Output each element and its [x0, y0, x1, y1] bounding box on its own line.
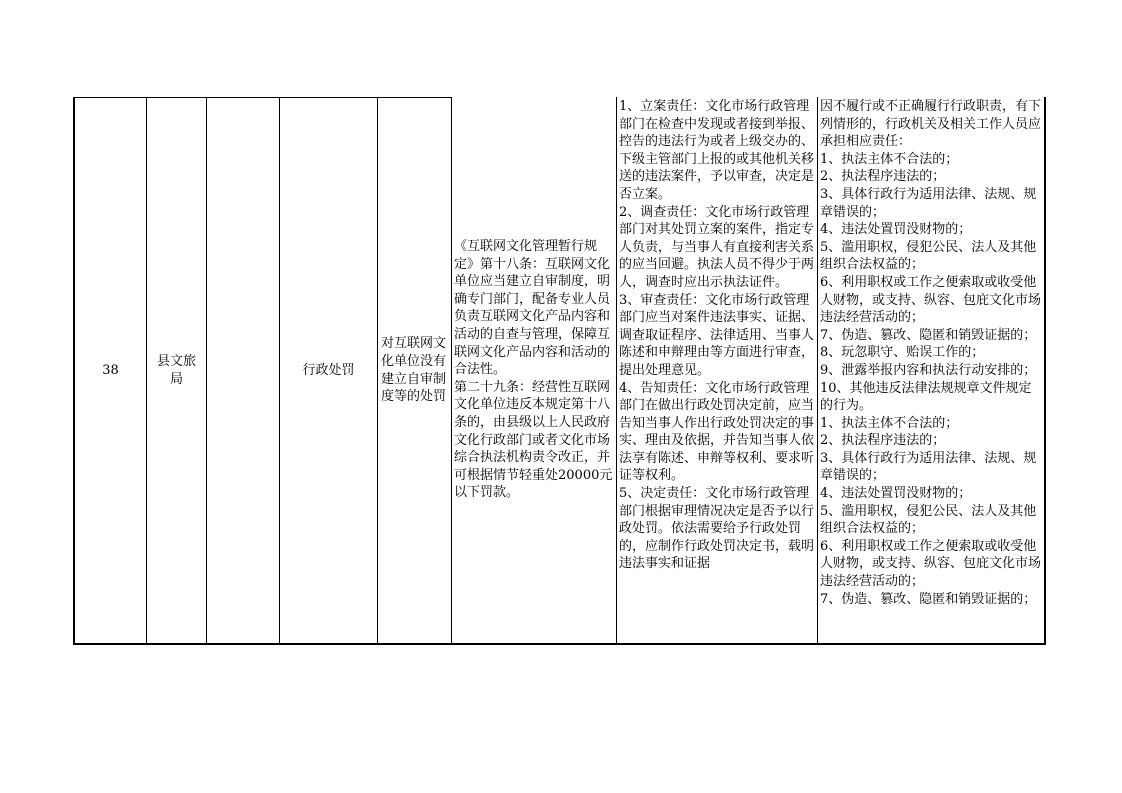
spacer	[281, 98, 377, 643]
item-name-cell	[378, 98, 451, 643]
department-name: 县文旅局	[156, 353, 196, 387]
legal-basis-column	[452, 97, 616, 643]
table-border-right	[1044, 98, 1046, 643]
row-number: 38	[102, 362, 119, 378]
legal-basis-column-text: 《互联网文化管理暂行规定》第十八条：互联网文化单位应当建立自审制度，明确专门部门，配备专业人员负责互联网文化产品内容和活动的自查与管理，保障互联网文化产品内容和活动的合法性。 第二十九条：经营性互联网文化单位违反本规定第十八条的，由县级以上人民政府文化行政部门或者文化市场综合执法机构责令改正，并可根据情节轻重处20000元以下罚款。	[454, 239, 613, 501]
column-divider	[616, 97, 617, 645]
row-number-cell	[75, 98, 146, 643]
accountability-cell	[818, 97, 1044, 643]
action-type: 行政处罚	[302, 362, 355, 378]
item-name: 对互联网文化单位没有建立自审制度等的处罚	[381, 336, 447, 405]
department-cell	[147, 98, 206, 643]
responsibilities-column	[617, 97, 817, 643]
responsibilities-column-text: 1、立案责任：文化市场行政管理部门在检查中发现或者接到举报、控告的违法行为或者上级交办的、下级主管部门上报的或其他机关移送的违法案件，予以审查，决定是否立案。 2、调查责任：文化市场行政管理部门对其处罚立案的案件，指定专人负责，与当事人有直接利害关系的应当回避。执法人员不得少于两人，调查时应出示执法证件。 3、审查责任：文化市场行政管理部门应当对案件违法事实、证据、调查取证程序、法律适用、当事人陈述和申辩理由等方面进行审查，提出处理意见。 4、告知责任：文化市场行政管理部门在做出行政处罚决定前，应当告知当事人作出行政处罚决定的事实、理由及依据，并告知当事人依法享有陈述、申辩等权利、要求听证等权利。 5、决定责任：文化市场行政管理部门根据审理情况决定是否予以行政处罚。依法需要给予行政处罚的，应制作行政处罚决定书，载明违法事实和证据	[619, 99, 815, 572]
column-divider	[451, 97, 452, 645]
accountability-text: 因不履行或不正确履行行政职责，有下列情形的，行政机关及相关工作人员应承担相应责任： 1、执法主体不合法的； 2、执法程序违法的； 3、具体行政行为适用法律、法规、规章错误的； 4、违法处置罚没财物的； 5、滥用职权，侵犯公民、法人及其他组织合法权益的； 6、利用职权或工作之便索取或收受他人财物，或支持、纵容、包庇文化市场违法经营活动的； 7、伪造、篡改、隐匿和销毁证据的； 8、玩忽职守、贻误工作的； 9、泄露举报内容和执法行动安排的； 10、其他违反法律法规规章文件规定的行为。 1、执法主体不合法的； 2、执法程序违法的； 3、具体行政行为适用法律、法规、规章错误的； 4、违法处置罚没财物的； 5、滥用职权，侵犯公民、法人及其他组织合法权益的； 6、利用职权或工作之便索取或收受他人财物，或支持、纵容、包庇文化市场违法经营活动的； 7、伪造、篡改、隐匿和销毁证据的；	[820, 99, 1042, 607]
column-divider	[206, 98, 207, 643]
